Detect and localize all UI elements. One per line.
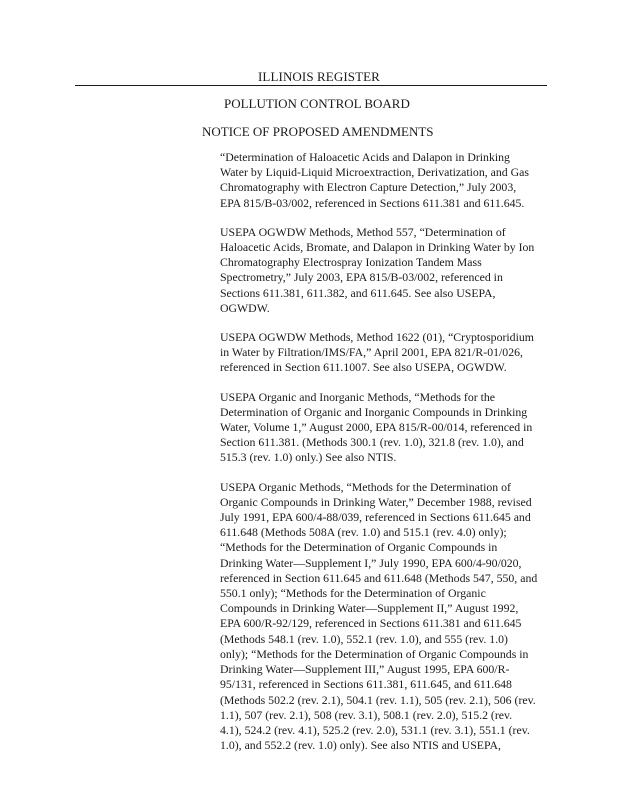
reference-paragraph: [220, 330, 555, 376]
reference-paragraph: [220, 480, 555, 754]
paragraph-line: EPA 815/B-03/002, referenced in Sections 611.381 and 611.645.: [220, 195, 525, 210]
paragraph-line: USEPA OGWDW Methods, Method 557, “Determination of: [220, 224, 506, 239]
board-title: POLLUTION CONTROL BOARD: [224, 96, 410, 111]
paragraph-line: Chromatography with Electron Capture Detection,” July 2003,: [220, 180, 517, 195]
paragraph-line: referenced in Section 611.1007. See also USEPA, OGWDW.: [220, 360, 507, 375]
paragraph-line: USEPA Organic and Inorganic Methods, “Methods for the: [220, 389, 496, 404]
paragraph-line: Section 611.381. (Methods 300.1 (rev. 1.0), 321.8 (rev. 1.0), and: [220, 435, 524, 450]
paragraph-line: 4.1), 524.2 (rev. 4.1), 525.2 (rev. 2.0), 531.1 (rev. 3.1), 551.1 (rev.: [220, 722, 530, 737]
notice-title: NOTICE OF PROPOSED AMENDMENTS: [202, 124, 434, 139]
paragraph-line: USEPA OGWDW Methods, Method 1622 (01), “Cryptosporidium: [220, 330, 534, 345]
paragraph-line: Determination of Organic and Inorganic Compounds in Drinking: [220, 404, 528, 419]
paragraph-line: USEPA Organic Methods, “Methods for the Determination of: [220, 479, 511, 494]
document-body: [220, 150, 555, 767]
header-rule: [75, 85, 547, 86]
paragraph-line: “Determination of Haloacetic Acids and Dalapon in Drinking: [220, 150, 510, 164]
paragraph-line: 95/131, referenced in Sections 611.381, 611.645, and 611.648: [220, 677, 512, 692]
paragraph-line: Water by Liquid-Liquid Microextraction, Derivatization, and Gas: [220, 165, 529, 180]
reference-paragraph: [220, 225, 555, 316]
paragraph-line: Chromatography Electrospray Ionization Tandem Mass: [220, 255, 482, 270]
paragraph-line: Compounds in Drinking Water—Supplement II,” August 1992,: [220, 601, 519, 616]
paragraph-line: Drinking Water—Supplement III,” August 1995, EPA 600/R-: [220, 662, 510, 677]
paragraph-line: 515.3 (rev. 1.0) only.) See also NTIS.: [220, 450, 397, 465]
paragraph-line: July 1991, EPA 600/4-88/039, referenced in Sections 611.645 and: [220, 510, 531, 525]
paragraph-line: referenced in Section 611.645 and 611.648 (Methods 547, 550, and: [220, 570, 538, 585]
paragraph-line: in Water by Filtration/IMS/FA,” April 2001, EPA 821/R-01/026,: [220, 345, 523, 360]
paragraph-line: Water, Volume 1,” August 2000, EPA 815/R-00/014, referenced in: [220, 420, 533, 435]
reference-paragraph: [220, 150, 555, 211]
paragraph-line: Drinking Water—Supplement I,” July 1990, EPA 600/4-90/020,: [220, 555, 522, 570]
paragraph-line: OGWDW.: [220, 300, 270, 315]
paragraph-line: 550.1 only); “Methods for the Determination of Organic: [220, 586, 486, 601]
paragraph-line: 611.648 (Methods 508A (rev. 1.0) and 515.1 (rev. 4.0) only);: [220, 525, 507, 540]
register-title: ILLINOIS REGISTER: [258, 69, 380, 84]
paragraph-line: Spectrometry,” July 2003, EPA 815/B-03/002, referenced in: [220, 270, 503, 285]
paragraph-line: (Methods 548.1 (rev. 1.0), 552.1 (rev. 1.0), and 555 (rev. 1.0): [220, 631, 508, 646]
paragraph-line: Sections 611.381, 611.382, and 611.645. See also USEPA,: [220, 285, 496, 300]
paragraph-line: EPA 600/R-92/129, referenced in Sections 611.381 and 611.645: [220, 616, 522, 631]
paragraph-line: “Methods for the Determination of Organic Compounds in: [220, 540, 498, 555]
paragraph-line: 1.0), and 552.2 (rev. 1.0) only). See also NTIS and USEPA,: [220, 738, 501, 753]
paragraph-line: Organic Compounds in Drinking Water,” December 1988, revised: [220, 494, 532, 509]
paragraph-line: Haloacetic Acids, Bromate, and Dalapon in Drinking Water by Ion: [220, 240, 535, 255]
paragraph-line: only); “Methods for the Determination of Organic Compounds in: [220, 646, 529, 661]
paragraph-line: (Methods 502.2 (rev. 2.1), 504.1 (rev. 1.1), 505 (rev. 2.1), 506 (rev.: [220, 692, 536, 707]
paragraph-line: 1.1), 507 (rev. 2.1), 508 (rev. 3.1), 508.1 (rev. 2.0), 515.2 (rev.: [220, 707, 513, 722]
reference-paragraph: [220, 390, 555, 466]
